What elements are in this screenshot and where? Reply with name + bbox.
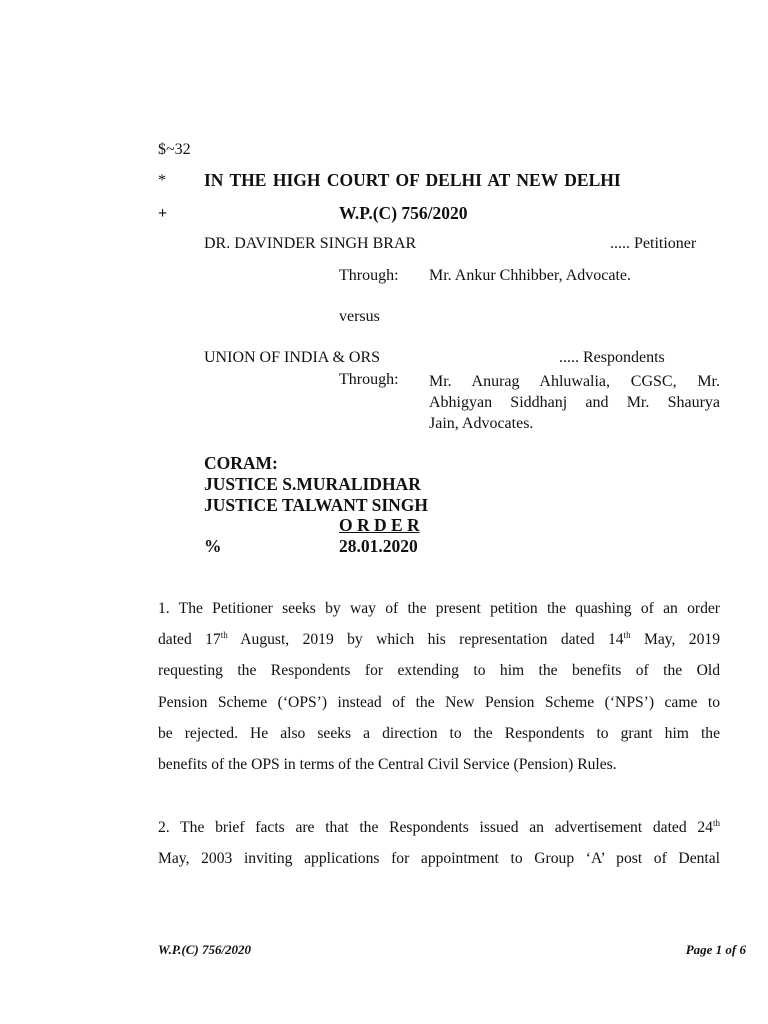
paragraph-line: 1. The Petitioner seeks by way of the present petition the quashing of an order [158, 600, 720, 617]
judge-2: JUSTICE TALWANT SINGH [204, 495, 429, 515]
line-segment: 2. The brief facts are that the Respondents issued an advertisement dated 24 [158, 819, 713, 836]
paragraph-line [158, 624, 720, 655]
paragraph-line: Pension Scheme (‘OPS’) instead of the New Pension Scheme (‘NPS’) came to [158, 693, 720, 711]
paragraph-line: be rejected. He also seeks a direction to the Respondents to grant him the [158, 724, 720, 742]
petitioner-counsel: Mr. Ankur Chhibber, Advocate. [429, 267, 631, 284]
petitioner-role: ..... Petitioner [610, 235, 697, 252]
footer-page-number: Page 1 of 6 [685, 942, 746, 957]
paragraph-2 [158, 812, 720, 874]
footer-case-number: W.P.(C) 756/2020 [158, 942, 252, 957]
respondent-counsel-line: Abhigyan Siddhanj and Mr. Shaurya [429, 394, 720, 411]
line-segment: dated 17 [158, 631, 221, 649]
petitioner-name: DR. DAVINDER SINGH BRAR [204, 235, 417, 252]
versus-label: versus [339, 308, 380, 325]
line-segment: May, 2019 [630, 631, 720, 649]
through-label-respondent: Through: [339, 371, 399, 388]
percent-mark: % [204, 536, 222, 556]
order-date: 28.01.2020 [339, 536, 418, 556]
line-segment: August, 2019 by which his representation dated 14 [227, 631, 624, 649]
respondent-counsel-line: Jain, Advocates. [429, 415, 534, 432]
paragraph-line: May, 2003 inviting applications for appointment to Group ‘A’ post of Dental [158, 850, 720, 868]
ordinal-suffix: th [220, 630, 228, 641]
paragraph-line: requesting the Respondents for extending to him the benefits of the Old [158, 662, 720, 680]
respondent-counsel-line: Mr. Anurag Ahluwalia, CGSC, Mr. [429, 373, 720, 390]
plus-mark: + [158, 205, 168, 222]
document-code: $~32 [158, 141, 191, 158]
respondent-counsel [429, 371, 720, 434]
case-number-heading: W.P.(C) 756/2020 [339, 203, 468, 223]
paragraph-line: benefits of the OPS in terms of the Central Civil Service (Pension) Rules. [158, 756, 617, 774]
coram-label: CORAM: [204, 453, 278, 473]
paragraph-1 [158, 593, 720, 780]
order-label: O R D E R [339, 515, 420, 535]
court-heading: IN THE HIGH COURT OF DELHI AT NEW DELHI [204, 170, 621, 190]
respondent-name: UNION OF INDIA & ORS [204, 349, 381, 366]
through-label-petitioner: Through: [339, 267, 399, 284]
paragraph-line [158, 812, 720, 843]
respondent-role: ..... Respondents [559, 349, 665, 366]
judge-1: JUSTICE S.MURALIDHAR [204, 474, 421, 494]
ordinal-suffix: th [623, 630, 631, 641]
ordinal-suffix: th [712, 817, 720, 828]
star-mark: * [158, 172, 166, 189]
